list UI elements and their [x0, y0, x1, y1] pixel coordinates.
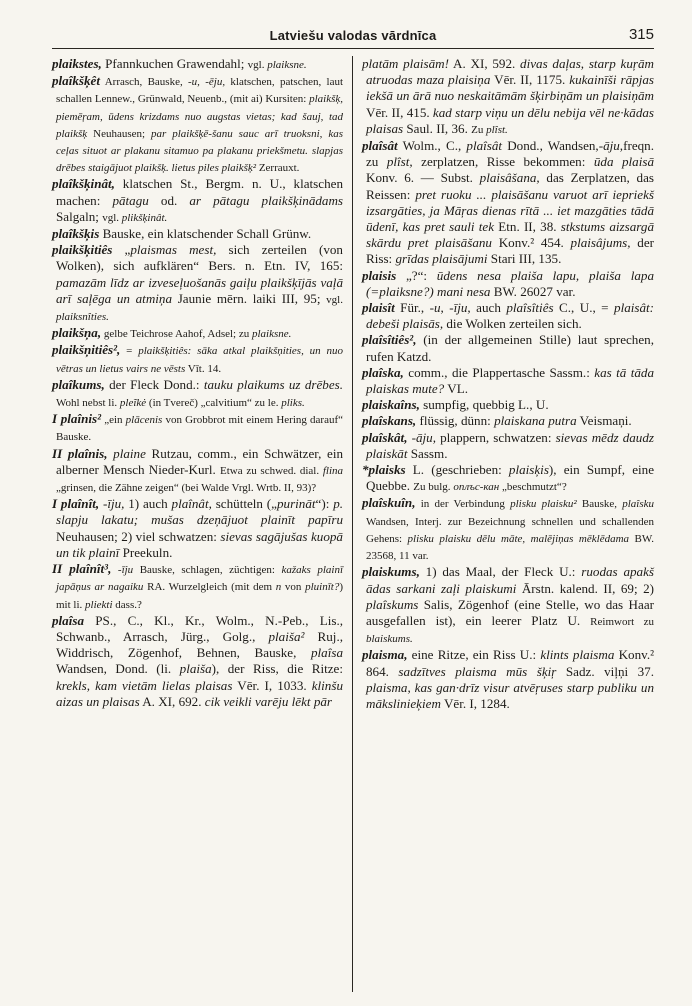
entry-text: Etn. II, 38.	[494, 219, 561, 235]
dictionary-entry	[362, 397, 654, 413]
entry-text: plaisma, kas gan·drīz visur atvēŗuses starp publiku un mākslinieķiem	[366, 679, 654, 711]
entry-text: PS., C., Kl., Kr., Wolm., N.-Peb., Lis., Schwanb., Arrasch, Jürg., Golg.,	[56, 612, 343, 644]
entry-text: -u, -īju,	[429, 300, 471, 316]
entry-headword: I plaînît,	[52, 496, 100, 512]
dictionary-entry	[52, 342, 343, 376]
dictionary-entry	[52, 56, 343, 73]
entry-text: pleĩkė	[119, 397, 147, 410]
entry-headword: plaîsât	[362, 138, 398, 154]
entry-text: Jaunie mērn. laiki III, 95;	[172, 290, 327, 306]
entry-text: =	[120, 345, 139, 358]
entry-headword: plaîsa	[52, 612, 85, 628]
entry-headword: II plaînît³,	[52, 561, 112, 577]
entry-text: plappern, schwatzen:	[435, 429, 556, 445]
entry-text: Zerrauxt.	[256, 162, 300, 175]
entry-headword: I plaînis²	[52, 411, 102, 427]
entry-text: pluinīt?	[305, 581, 340, 594]
dictionary-entry	[52, 496, 343, 561]
entry-text: klatschen St., Bergm. n. U., klatschen machen:	[56, 176, 343, 208]
entry-text: pliekti	[85, 598, 113, 611]
entry-text: Salis, Zögenhof (eine Stelle, wo das Haar ausgefallen ist), ein leerer Platz U.	[366, 596, 654, 628]
dictionary-entry	[362, 430, 654, 462]
entry-text: plaîsât	[466, 138, 503, 154]
entry-text: ruodas apakš ādas sarkani zaļi plaiskumi	[366, 564, 654, 596]
entry-text: klints plaisma	[540, 647, 615, 663]
entry-text: plaîsku	[622, 498, 654, 511]
entry-text: blaiskums.	[366, 633, 413, 646]
entry-text: plaiša	[179, 661, 212, 677]
entry-text: plaisķis	[508, 462, 549, 478]
entry-headword: plaîkšķinât,	[52, 176, 115, 192]
dictionary-entry	[52, 411, 343, 445]
entry-text: plaisâjums,	[570, 235, 631, 251]
entry-text: plaiksne.	[267, 59, 307, 71]
entry-text: plaiša²	[268, 628, 305, 644]
entry-text: Vēr. II, 415.	[366, 104, 433, 120]
entry-text: plaiksne.	[251, 328, 292, 341]
entry-text: zerplatzen, Risse bekommen:	[412, 154, 594, 170]
entry-text: schütteln („	[211, 496, 277, 512]
entry-text: stkstums aizsargā skārdu pret plaisāšanu	[366, 219, 654, 251]
dictionary-entry	[52, 176, 343, 226]
entry-headword: plaiskaîns,	[362, 397, 420, 413]
entry-text: BW. 23568, 11 var.	[366, 532, 654, 563]
entry-text: cik veikli varēju lēkt pār	[204, 693, 333, 709]
entry-text: Konv. 6. — Subst.	[366, 170, 480, 186]
entry-text: platām plaisām!	[362, 56, 449, 71]
entry-text: krekls, kam vietām lielas plaisas	[56, 677, 233, 693]
entry-text: n	[275, 581, 282, 594]
entry-text: vgl.	[247, 59, 268, 71]
entry-text: Pfannkuchen Grawendahl;	[101, 56, 248, 71]
entry-text: kad starp viņu un dēlu nebija vēl ne·kādas plaisas	[366, 104, 655, 136]
entry-text: “):	[315, 496, 334, 512]
entry-text: plaikšķitiês: sāka atkal plaikšņities, un nuo vētras un lietus vairs ne vēsts	[56, 345, 343, 375]
entry-text: RA. Wurzelgleich (mit dem	[143, 581, 276, 594]
dictionary-entry	[362, 332, 654, 364]
entry-text: „beschmutzt“?	[499, 481, 567, 494]
entry-text: -āju,	[411, 429, 436, 445]
entry-headword: plaîskât,	[362, 429, 408, 445]
dictionary-entry	[52, 446, 343, 497]
entry-text: Vīt. 14.	[185, 362, 222, 375]
entry-text: Vēr. II, 1175.	[490, 72, 570, 88]
dictionary-entry	[52, 73, 343, 176]
entry-text: Dond., Wandsen,	[502, 138, 599, 154]
entry-text: plîst,	[386, 154, 413, 170]
entry-text: von	[281, 581, 306, 594]
entry-text: Ārstn. kalend. II, 69; 2)	[516, 580, 654, 596]
entry-text: Stari III, 135.	[487, 251, 562, 267]
entry-text: Etwa zu schwed. dial.	[220, 464, 323, 477]
entry-text: Konv.² 864.	[366, 647, 655, 679]
entry-text: 1) auch	[124, 496, 172, 512]
entry-text: VL.	[444, 381, 468, 397]
entry-text: Zu	[471, 123, 487, 136]
entry-text: Bauske, ein klatschender Schall Grünw.	[99, 226, 312, 242]
text-columns	[52, 56, 654, 992]
dictionary-entry	[362, 300, 654, 332]
entry-text: plaiskana putra	[494, 413, 577, 429]
entry-text: pliks.	[281, 397, 305, 410]
entry-text: Ruj., Widdrisch, Zögenhof, Behnen, Bauske,	[56, 628, 343, 661]
entry-text: plaîskums	[366, 596, 419, 612]
entry-text: ), der Riss, die Ritze:	[211, 661, 343, 677]
entry-headword: plaisis	[362, 267, 397, 283]
dictionary-entry	[362, 647, 654, 712]
entry-headword: plaikšņitiês²,	[52, 342, 121, 358]
entry-text: „?“:	[396, 267, 437, 283]
entry-text: vgl.	[102, 211, 122, 224]
entry-text: Sassm.	[407, 445, 448, 461]
entry-text: plikšķinât.	[121, 211, 168, 224]
entry-text: Veismaņi.	[576, 413, 632, 429]
dictionary-entry	[362, 462, 654, 495]
entry-text: sievas sagājušas kuopā un tik plainī	[56, 528, 343, 560]
entry-text: in der Verbindung	[415, 498, 511, 511]
entry-text: vgl.	[326, 293, 343, 306]
entry-text: Neuhausen;	[87, 127, 152, 140]
entry-text: plaisâšana,	[479, 170, 540, 186]
entry-text: pātagu	[112, 192, 149, 208]
entry-text: Saul. II, 36.	[403, 120, 472, 136]
entry-text: Vēr. I, 1284.	[440, 695, 510, 711]
entry-text: eine Ritze, ein Riss U.:	[407, 647, 541, 663]
dictionary-entry	[52, 242, 343, 325]
entry-text: kas tā tāda plaiskas mute?	[366, 364, 655, 397]
entry-headword: plaikšņa,	[52, 325, 102, 341]
entry-text: plaîsa	[310, 645, 343, 661]
entry-headword: plaîsîtiês²,	[362, 332, 417, 348]
entry-text: plaismas mest,	[130, 242, 217, 258]
entry-headword: II plaînis,	[52, 445, 108, 461]
entry-text: (in Tvereč) „calvitium“ zu le.	[146, 397, 282, 410]
entry-text: das Zerplatzen, das Reissen:	[366, 170, 654, 202]
entry-text: sievas mēdz daudz plaiskāt	[366, 429, 654, 461]
entry-text: kukainīši rāpjas iekšā un ārā nuo neskaitāmām šķirbiņām un plaisiņām	[366, 72, 654, 104]
entry-headword: plaîkšķêt	[52, 73, 101, 89]
entry-text: od.	[148, 192, 190, 208]
dictionary-entry	[362, 268, 654, 300]
entry-text: 1) das Maal, der Fleck U.:	[419, 564, 582, 580]
entry-text: ar pātagu plaikšķinādams	[189, 192, 344, 208]
entry-headword: plaiskums,	[362, 564, 420, 580]
entry-headword: plaisma,	[362, 647, 408, 663]
entry-text: ūdens nesa plaiša lapu, plaiša lapa (=plaiksne?) mani nesa	[366, 267, 654, 299]
entry-text: L. (geschrieben:	[405, 462, 509, 478]
entry-text: plisku plaisku dēlu māte, malējiņas mēklēdama	[407, 532, 630, 545]
entry-text: Wandsen, Interj. zur Bezeichnung schnellen und schallenden Gehens:	[366, 515, 654, 545]
page-header	[52, 24, 654, 49]
entry-text: „grinsen, die Zähne zeigen“ (bei Walde Vrgl. Wrtb. II, 93)?	[56, 482, 317, 495]
entry-text: plaine	[113, 445, 146, 461]
entry-text: plaisât: debeši plaisās,	[366, 300, 655, 332]
entry-text: kažaks plainī japāņus ar nagaiku	[56, 564, 344, 594]
entry-text: flüssig, dünn:	[416, 413, 495, 429]
entry-text: Wolm., C.,	[397, 138, 467, 154]
entry-text: p. slapju lakatu; mušas dzeņājuot plainīt papīru	[56, 496, 344, 528]
entry-text: Wandsen, Dond. (li.	[56, 661, 180, 677]
entry-text: sadzītves plaisma mūs šķiŗ	[398, 663, 557, 679]
entry-text: (in der allgemeinen Stille) laut sprechen, rufen Katzd.	[366, 332, 654, 364]
entry-text: comm., die Plappertasche Sassm.:	[403, 364, 595, 380]
entry-text: -īju,	[102, 496, 125, 512]
entry-text: Sadz. viļņi 37.	[556, 663, 655, 679]
dictionary-entry	[52, 325, 343, 342]
entry-text: sich zerteilen (von Wolken), sich aufklären“ Bers. n. Etn. IV, 165:	[56, 242, 343, 274]
dictionary-entry	[362, 413, 654, 429]
dictionary-entry	[52, 226, 343, 242]
entry-text: der Riss:	[366, 235, 654, 267]
entry-text: divas daļas, starp kuŗām atruodas maza plaisiņa	[366, 56, 654, 88]
entry-text: Bauske, schlagen, züchtigen:	[133, 564, 282, 577]
entry-text: Bauske,	[576, 498, 623, 511]
dictionary-entry	[362, 564, 654, 647]
entry-text: plisku plaisku²	[510, 498, 577, 511]
entry-text: Salgaln;	[56, 208, 103, 224]
entry-text: flina	[322, 464, 343, 477]
entry-text: ūda plaisā	[593, 154, 654, 170]
entry-text: Reimwort zu	[590, 615, 654, 628]
entry-text: purināt	[276, 496, 316, 512]
entry-headword: plaîska,	[362, 364, 404, 380]
entry-text: dass.?	[112, 598, 142, 611]
entry-text: A. XI, 692.	[139, 693, 205, 709]
entry-text: „ein	[101, 414, 126, 427]
entry-text: C., U., =	[553, 300, 615, 316]
right-column	[353, 56, 654, 992]
dictionary-entry	[362, 138, 654, 268]
page-number: 315	[628, 26, 654, 43]
entry-text: freqn. zu	[366, 138, 654, 170]
entry-text: tauku plaikums uz drēbes.	[203, 376, 344, 392]
entry-text: klatschen, patschen, laut schallen Lennew., Grünwald, Neuenb., (mit ai) Kursiten:	[56, 76, 344, 106]
entry-text: Neuhausen; 2) viel schwatzen:	[56, 528, 221, 544]
entry-headword: plaikstes,	[52, 56, 102, 71]
entry-text: ) mit li.	[56, 581, 344, 611]
entry-text: grīdas plaisājumi	[395, 251, 488, 267]
running-title: Latviešu valodas vārdnīca	[269, 28, 437, 43]
entry-text: „	[112, 242, 131, 258]
dictionary-entry	[52, 613, 343, 710]
dictionary-entry	[362, 56, 654, 138]
entry-text: Preekuln.	[119, 544, 173, 560]
dictionary-entry	[52, 377, 343, 411]
entry-text: gelbe Teichrose Aahof, Adsel; zu	[101, 328, 252, 341]
entry-text: -u, -ēju,	[188, 76, 226, 89]
entry-text: auch	[470, 300, 507, 316]
entry-text: Rutzau, comm., ein Schwätzer, ein alberner Mensch Nieder-Kurl.	[56, 445, 344, 477]
entry-text: plaînât,	[171, 496, 212, 512]
entry-text: Vēr. I, 1033.	[232, 677, 312, 693]
entry-text: -īju	[117, 564, 134, 577]
entry-headword: plaîskuîn,	[362, 495, 416, 511]
entry-headword: plaisît	[362, 300, 395, 316]
entry-text: Arrasch, Bauske,	[100, 76, 189, 89]
dictionary-entry	[52, 561, 343, 613]
entry-text: pret ruoku ... plaisāšanu varuot arī iepriekš izsargāties, ja Māŗas dienas rītā ... iet mazgāties tādā ūdenī, kas pret sauli tek	[366, 186, 654, 235]
entry-text: оплъс-кан	[453, 481, 500, 494]
entry-text: BW. 26027 var.	[490, 283, 576, 299]
entry-text: klinšu aizas un plaisas	[56, 677, 343, 709]
entry-text: sumpfig, quebbig L., U.	[419, 397, 549, 413]
dictionary-entry	[362, 365, 654, 397]
entry-headword: plaîkums,	[52, 376, 105, 392]
entry-text: plaiksnîties.	[56, 311, 109, 324]
entry-text: -āju,	[598, 138, 624, 154]
entry-text: plācenis	[125, 414, 163, 427]
entry-text: Wohl nebst li.	[56, 397, 120, 410]
entry-text: par plaikšķē-šanu sauc arī truoksni, kas ceļas situot ar plakanu sitamuo pa plakanu priekšmetu. slapjas drēbes staigājuot plaikšķ. lietus piles plaikšķ²	[56, 127, 344, 175]
left-column	[52, 56, 353, 992]
dictionary-entry	[362, 495, 654, 564]
entry-text: Konv.² 454.	[491, 235, 571, 251]
entry-headword: plaikšķitiês	[52, 242, 113, 258]
entry-text: ), ein Sumpf, eine Quebbe.	[366, 462, 654, 494]
entry-text: der Fleck Dond.:	[104, 376, 204, 392]
entry-text: Für.,	[394, 300, 430, 316]
entry-headword: plaîkšķis	[52, 226, 100, 242]
entry-text: A. XI, 592.	[448, 56, 521, 71]
entry-headword: plaîskans,	[362, 413, 417, 429]
entry-text: pamazām līdz ar izveseļuošanās gaiļu plaikšķījās vaļā arī saļēga un atmiņa	[56, 274, 343, 306]
entry-text: plîst.	[486, 123, 508, 136]
entry-text: von Grobbrot mit einem Hering darauf“ Bauske.	[56, 414, 343, 444]
entry-text: plaikšķ, piemēŗam, ūdens krizdams nuo augstas vietas; kad šauj, tad plaikšķ	[56, 93, 343, 140]
entry-text: plaîsîtiês	[506, 300, 554, 316]
entry-headword: *plaisks	[362, 462, 406, 478]
entry-text: Zu bulg.	[413, 481, 454, 494]
entry-text: die Wolken zerteilen sich.	[443, 316, 582, 332]
